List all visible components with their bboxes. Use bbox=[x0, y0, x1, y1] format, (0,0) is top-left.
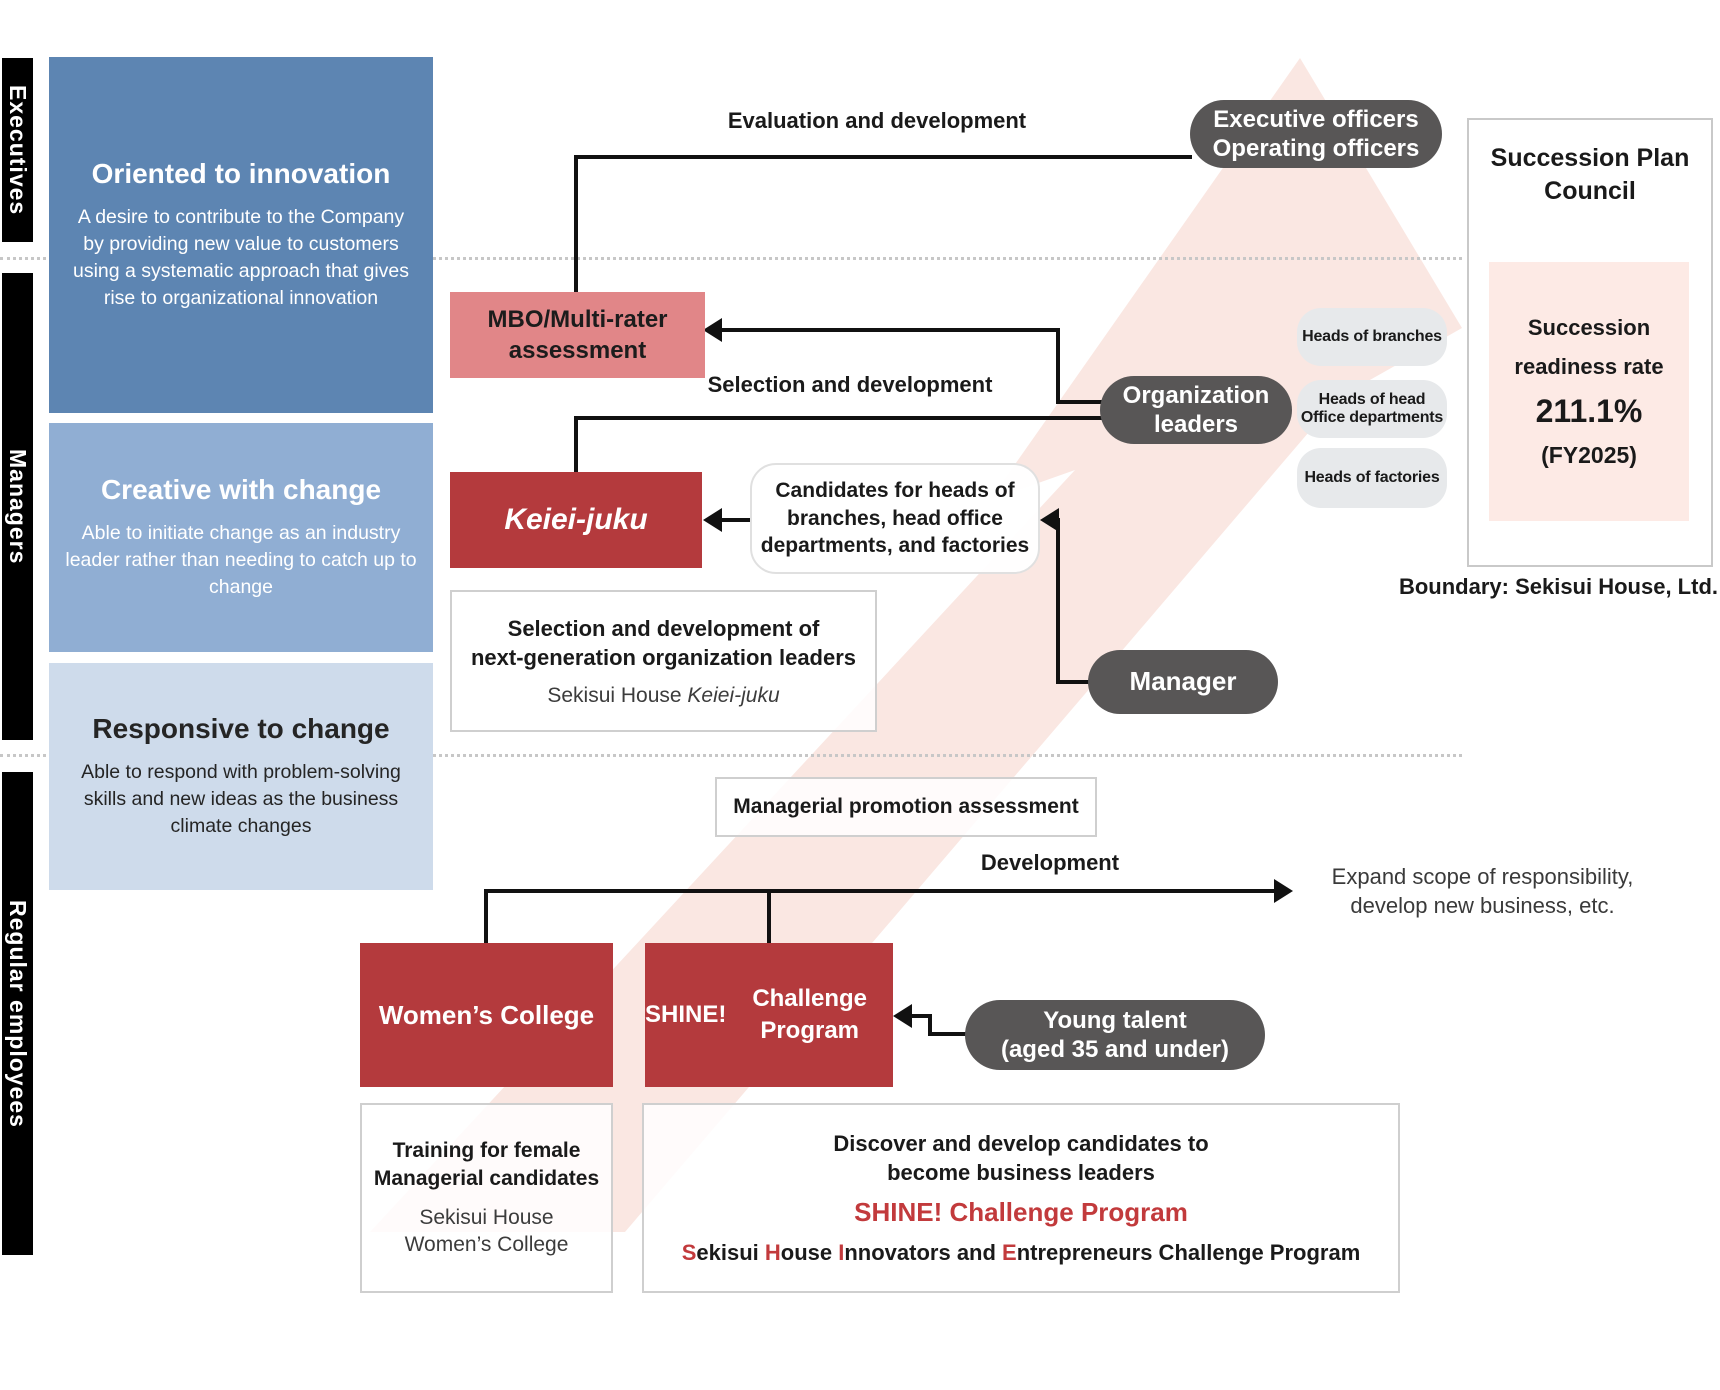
heads-of-branches-label: Heads of branches bbox=[1302, 327, 1442, 345]
line-development-to-shine bbox=[767, 889, 771, 945]
line-orgleaders-elbow-horizontal bbox=[1056, 400, 1104, 404]
heads-of-head-office-label: Heads of head Office departments bbox=[1300, 390, 1444, 426]
node-shine-challenge-program bbox=[645, 943, 893, 1087]
succession-metric-line-2: readiness rate bbox=[1514, 353, 1664, 379]
executive-pill-line-1: Executive officers bbox=[1213, 105, 1419, 133]
womens-detail-line-1: Training for female bbox=[392, 1139, 581, 1163]
succession-council-title: Succession Plan Council bbox=[1490, 144, 1690, 205]
label-expand-scope bbox=[1310, 863, 1655, 920]
succession-readiness-panel bbox=[1489, 262, 1689, 521]
shine-acronym-expansion bbox=[682, 1240, 1361, 1266]
node-womens-college bbox=[360, 943, 613, 1087]
keiei-detail-subtitle-plain: Sekisui House bbox=[547, 684, 688, 708]
pill-executive-officers bbox=[1190, 100, 1442, 168]
managerial-assessment-label: Managerial promotion assessment bbox=[733, 795, 1079, 818]
shine-label-line-1: SHINE! bbox=[645, 1000, 727, 1028]
acronym-part: I bbox=[838, 1240, 845, 1266]
band-executives-label: Executives bbox=[5, 84, 31, 216]
keiei-detail-subtitle bbox=[547, 684, 779, 708]
line-evaluation-to-executives bbox=[574, 155, 1192, 159]
org-pill-line-1: Organization bbox=[1122, 381, 1270, 409]
line-selection-horizontal bbox=[574, 416, 1104, 420]
node-mbo-multirater-assessment bbox=[450, 292, 705, 378]
band-regular-employees bbox=[2, 772, 33, 1255]
org-pill-line-2: leaders bbox=[1153, 411, 1239, 438]
competency-title: Oriented to innovation bbox=[91, 158, 391, 190]
womens-college-detail-box bbox=[360, 1103, 613, 1293]
competency-responsive-to-change bbox=[49, 663, 433, 890]
shine-program-title: SHINE! Challenge Program bbox=[854, 1197, 1188, 1228]
label-development: Development bbox=[980, 850, 1120, 875]
pill-organization-leaders bbox=[1100, 376, 1292, 444]
acronym-part: H bbox=[764, 1240, 781, 1266]
succession-readiness-value: 211.1% bbox=[1535, 393, 1643, 429]
band-managers bbox=[2, 273, 33, 740]
pill-heads-of-branches bbox=[1297, 308, 1447, 366]
competency-creative-with-change bbox=[49, 423, 433, 652]
candidates-label: Candidates for heads of branches, head office departments, and factories bbox=[760, 478, 1030, 558]
young-talent-line-2: (aged 35 and under) bbox=[1000, 1036, 1230, 1063]
line-selection-to-keiei bbox=[574, 416, 578, 474]
pill-heads-of-head-office-departments bbox=[1297, 380, 1447, 438]
womens-detail-sub-line-1: Sekisui House bbox=[419, 1206, 554, 1229]
competency-title: Responsive to change bbox=[92, 713, 390, 745]
arrowhead-expand-scope bbox=[1274, 879, 1293, 903]
heads-of-factories-label: Heads of factories bbox=[1304, 468, 1440, 486]
keiei-label: Keiei-juku bbox=[504, 503, 648, 536]
acronym-part: ekisui bbox=[696, 1240, 765, 1266]
young-talent-line-1: Young talent bbox=[1043, 1006, 1187, 1034]
womens-detail-subtitle bbox=[405, 1204, 569, 1259]
acronym-part: ouse bbox=[780, 1240, 839, 1266]
line-orgleaders-to-mbo bbox=[720, 328, 1060, 332]
competency-description: Able to initiate change as an industry leader rather than needing to catch up to change bbox=[65, 522, 417, 598]
band-managers-label: Managers bbox=[5, 448, 31, 565]
band-executives bbox=[2, 58, 33, 242]
keiei-detail-line-2: next-generation organization leaders bbox=[470, 645, 857, 670]
expand-line-1: Expand scope of responsibility, bbox=[1331, 864, 1634, 889]
succession-plan-council-box bbox=[1467, 118, 1713, 567]
acronym-part: E bbox=[1002, 1240, 1017, 1266]
pill-manager bbox=[1088, 650, 1278, 714]
keiei-detail-subtitle-italic: Keiei-juku bbox=[687, 684, 780, 708]
label-evaluation-and-development: Evaluation and development bbox=[727, 108, 1027, 133]
band-regular-employees-label: Regular employees bbox=[5, 899, 31, 1128]
line-development-to-womens-college bbox=[484, 889, 488, 945]
keiei-detail-line-1: Selection and development of bbox=[507, 615, 820, 641]
node-keiei-juku bbox=[450, 472, 702, 568]
pill-heads-of-factories bbox=[1297, 448, 1447, 508]
womens-detail-line-2: Managerial candidates bbox=[373, 1166, 600, 1190]
acronym-part: S bbox=[681, 1240, 697, 1266]
shine-program-detail-box bbox=[642, 1103, 1400, 1293]
shine-label-line-2: Challenge Program bbox=[752, 984, 868, 1044]
expand-line-2: develop new business, etc. bbox=[1350, 892, 1615, 918]
boundary-note: Boundary: Sekisui House, Ltd. bbox=[1398, 574, 1718, 599]
line-candidates-to-keiei bbox=[720, 518, 752, 522]
node-candidates-for-heads bbox=[750, 463, 1040, 574]
shine-detail-line-2: become business leaders bbox=[887, 1159, 1155, 1185]
line-manager-horizontal bbox=[1056, 680, 1092, 684]
label-selection-and-development: Selection and development bbox=[707, 372, 993, 397]
pill-young-talent bbox=[965, 1000, 1265, 1070]
succession-fiscal-year: (FY2025) bbox=[1541, 442, 1637, 469]
competency-title: Creative with change bbox=[100, 474, 382, 506]
womens-detail-sub-line-2: Women’s College bbox=[404, 1233, 569, 1257]
keiei-juku-detail-box bbox=[450, 590, 877, 732]
acronym-part: nnovators and bbox=[844, 1240, 1003, 1266]
node-managerial-promotion-assessment bbox=[715, 777, 1097, 837]
shine-detail-line-1: Discover and develop candidates to bbox=[833, 1130, 1209, 1156]
competency-description: A desire to contribute to the Company by providing new value to customers using a systematic approach that gives rise to organizational innovation bbox=[72, 206, 409, 309]
competency-oriented-to-innovation bbox=[49, 57, 433, 413]
line-orgleaders-elbow-vertical bbox=[1056, 328, 1060, 404]
acronym-part: ntrepreneurs Challenge Program bbox=[1016, 1240, 1361, 1266]
executive-pill-line-2: Operating officers bbox=[1212, 135, 1420, 162]
succession-metric-line-1: Succession bbox=[1527, 315, 1651, 340]
manager-pill-label: Manager bbox=[1129, 666, 1237, 697]
line-mbo-to-evaluation bbox=[574, 155, 578, 295]
mbo-label: MBO/Multi-rater assessment bbox=[487, 305, 668, 364]
competency-description: Able to respond with problem-solving skills and new ideas as the business climate changes bbox=[81, 761, 401, 837]
line-development-horizontal bbox=[486, 889, 1274, 893]
womens-college-label: Women’s College bbox=[378, 999, 595, 1030]
line-manager-vertical bbox=[1056, 518, 1060, 684]
